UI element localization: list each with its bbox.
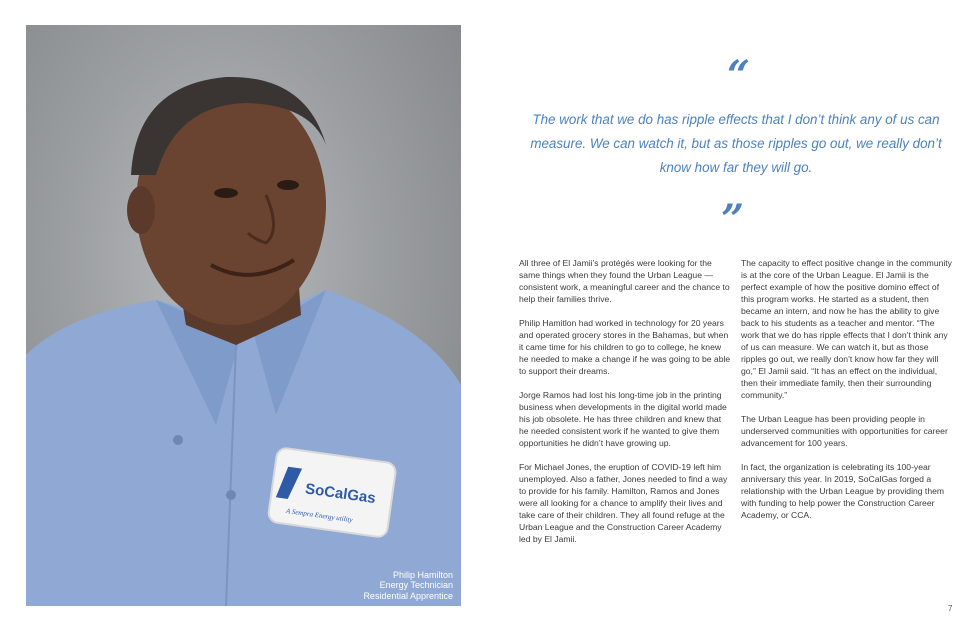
paragraph: The Urban League has been providing people in underserved communities with opportunities for career advancement for 100 years. (741, 414, 948, 448)
paragraph: Jorge Ramos had lost his long-time job in the printing business when developments in the digital world made his job obsolete. He has three children and knew that he needed consistent work if he wanted to give them opportunities he didn’t have growing up. (519, 390, 727, 448)
patch-tagline-text: A Sempra Energy utility (285, 506, 354, 525)
paragraph: For Michael Jones, the eruption of COVID-19 left him unemployed. Also a father, Jones needed to find a way to provide for his family. Hamilton, Ramos and Jones were all looking for a chance to amplify their lives and take care of their children. They all found refuge at the Urban League and the Construction Career Academy led by El Jamii. (519, 462, 728, 544)
portrait-photo (26, 25, 461, 606)
paragraph: Philip Hamitlon had worked in technology for 20 years and operated grocery stores in the Bahamas, but when it came time for his children to go to college, he knew he needed to make a change if he was going to be able to support their dreams. (519, 318, 731, 376)
caption-title: Energy Technician (379, 580, 453, 590)
paragraph: In fact, the organization is celebrating its 100-year anniversary this year. In 2019, SoCalGas forged a relationship with the Urban League by providing them with funding to help power the Construction Career Academy, or CCA. (741, 462, 945, 520)
open-quote-mark: “ (727, 52, 751, 99)
paragraph: The capacity to effect positive change in the community is at the core of the Urban League. El Jamii is the perfect example of how the positive domino effect of this program works. He started as a student, then became an intern, and now he has the ability to give back to his students as a teacher and mentor. “The work that we do has ripple effects that I don’t think any of us can measure. We can watch it, but as those ripples go out, we really don’t know how far they will go,” El Jamii said. “It has an effect on the individual, then their immediate family, then their surrounding community.” (741, 258, 952, 400)
page-number: 7 (948, 604, 953, 613)
article-column-left (519, 257, 731, 557)
portrait-illustration (26, 25, 461, 606)
patch-brand-text: SoCalGas (304, 480, 377, 508)
paragraph: All three of El Jamii’s protégés were looking for the same things when they found the Urban League — consistent work, a meaningful career and the chance to help their families thrive. (519, 258, 730, 304)
caption-name: Philip Hamilton (392, 569, 453, 580)
caption-role: Residential Apprentice (363, 590, 453, 601)
article-column-right (741, 257, 953, 533)
pull-quote: The work that we do has ripple effects that I don’t think any of us can measure. We can watch it, but as those ripples go out, we really don’t know how far they will go. (530, 112, 942, 175)
close-quote-mark: ” (721, 196, 745, 243)
photo-caption (363, 570, 453, 602)
